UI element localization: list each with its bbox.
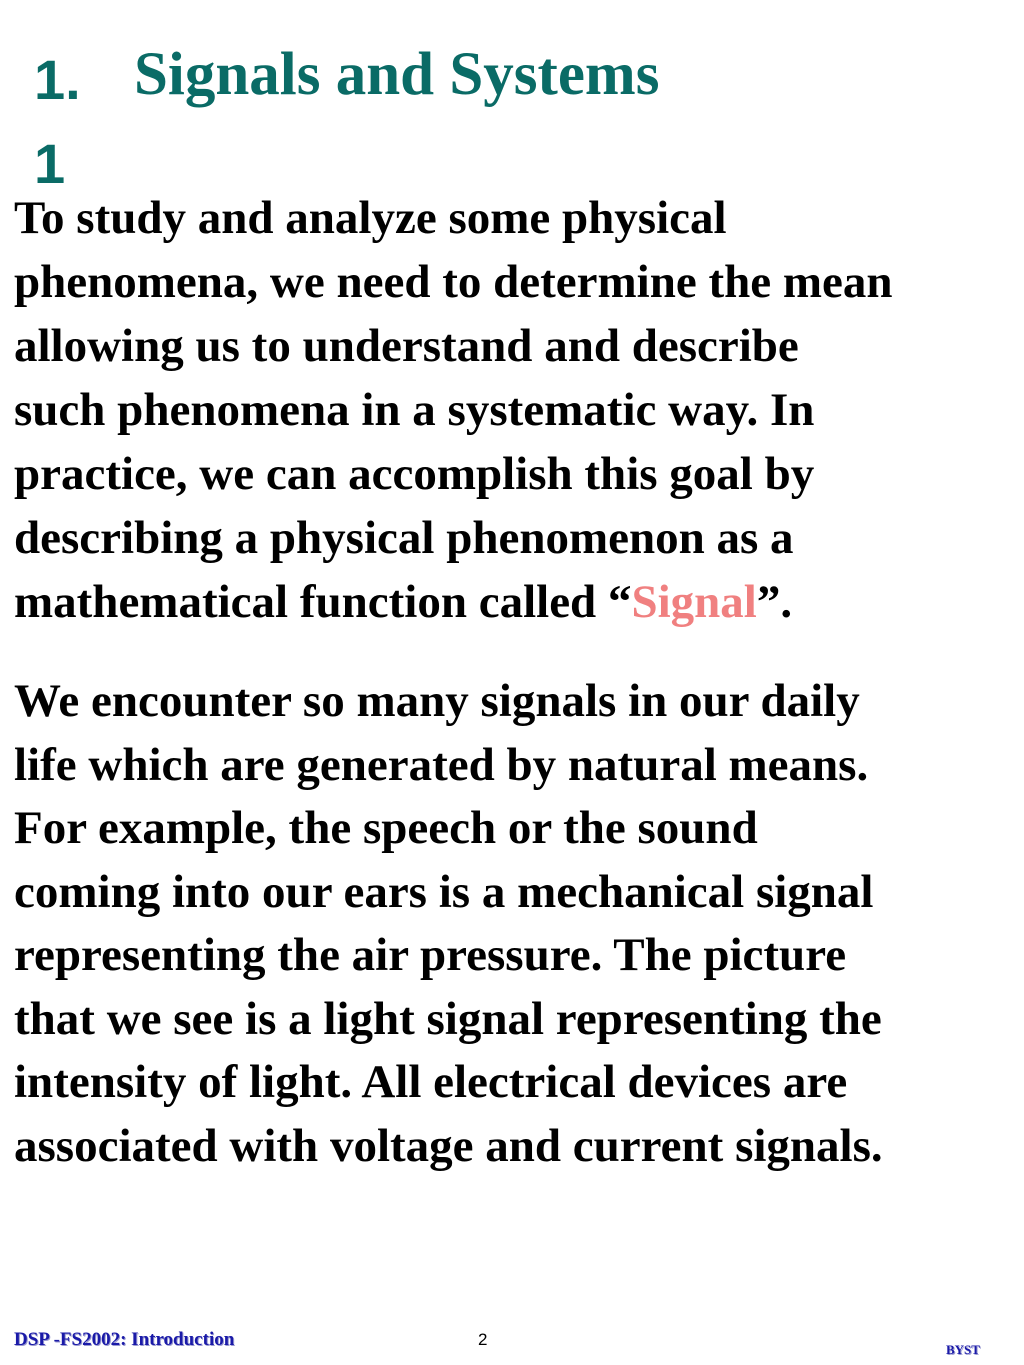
section-number: 1. 1 bbox=[34, 48, 81, 195]
footer-author-label: BYST bbox=[946, 1342, 980, 1357]
paragraph-line: To study and analyze some physical bbox=[14, 192, 727, 244]
paragraph-line: associated with voltage and current signals. bbox=[14, 1119, 883, 1172]
page-number: 2 bbox=[478, 1330, 488, 1349]
paragraph-1 bbox=[14, 186, 1024, 634]
paragraph-line-text: mathematical function called “ bbox=[14, 576, 632, 628]
paragraph-line: such phenomena in a systematic way. In bbox=[14, 384, 815, 436]
paragraph-line-text: ”. bbox=[756, 576, 793, 628]
paragraph-line: representing the air pressure. The picture bbox=[14, 929, 847, 981]
paragraph-line: that we see is a light signal representing the bbox=[14, 992, 882, 1045]
page-title: Signals and Systems bbox=[134, 41, 660, 108]
paragraph-line: practice, we can accomplish this goal by bbox=[14, 448, 815, 500]
signal-term: Signal bbox=[631, 576, 757, 628]
paragraph-line: life which are generated by natural means. bbox=[14, 738, 869, 791]
paragraph-line: For example, the speech or the sound bbox=[14, 802, 758, 854]
paragraph-line: intensity of light. All electrical devices are bbox=[14, 1056, 848, 1108]
paragraph-line: phenomena, we need to determine the mean bbox=[14, 256, 893, 308]
paragraph-line: allowing us to understand and describe bbox=[14, 320, 799, 372]
paragraph-line bbox=[14, 570, 1024, 634]
paragraph-line: coming into our ears is a mechanical signal bbox=[14, 865, 874, 918]
footer-course-label: DSP -FS2002: Introduction bbox=[14, 1329, 235, 1350]
paragraph-line: We encounter so many signals in our daily bbox=[14, 675, 860, 727]
paragraph-line: describing a physical phenomenon as a bbox=[14, 512, 794, 564]
paragraph-2 bbox=[14, 670, 1024, 1178]
